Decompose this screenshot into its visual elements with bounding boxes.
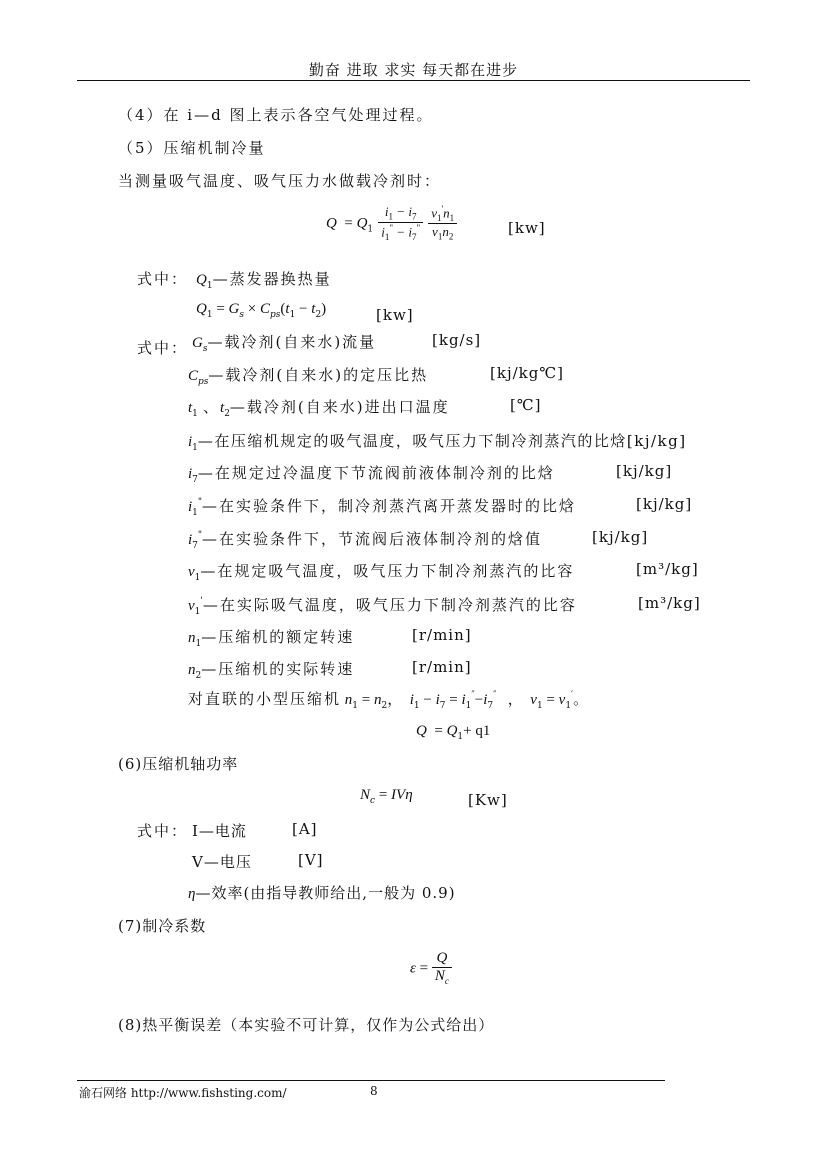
i7-line: $i_7—$在规定过冷温度下节流阀前液体制冷剂的比焓 xyxy=(188,464,555,486)
page-number: 8 xyxy=(370,1084,378,1098)
eta-line: η—效率(由指导教师给出,一般为 0.9) xyxy=(188,884,456,902)
v1-unit: [m³/kg] xyxy=(636,560,699,578)
formula-q-total: $Q = Q_1+ q1$ xyxy=(416,723,491,743)
i1pp-desc: —在实验条件下，制冷剂蒸汽离开蒸发器时的比焓 xyxy=(202,497,577,515)
formula-q1: $Q_1 = G_s \times C_{ps}(t_1 - t_2)$ xyxy=(196,301,327,321)
eta-desc: —效率(由指导教师给出,一般为 0.9) xyxy=(195,884,456,902)
t-desc: —载冷剂(自来水)进出口温度 xyxy=(229,398,450,416)
n2-unit: [r/min] xyxy=(412,658,472,676)
nc-unit: [Kw] xyxy=(468,791,508,809)
unit-kw-2: [kw] xyxy=(376,306,414,324)
formula-nc: $N_c = IV\eta$ xyxy=(360,787,413,807)
i-line: I—电流 xyxy=(192,822,247,840)
i-unit: [A] xyxy=(292,820,318,838)
formula-q: $Q = Q_1$ $\frac{i_1 - i_7}{i_1^" - i_7^"}$ $\frac{v_1'n_1}{v_1n_2}$ xyxy=(326,204,457,242)
n1-line: $n_1—$压缩机的额定转速 xyxy=(188,628,355,650)
where-label-3: 式中： xyxy=(137,822,189,840)
i7-desc: —在规定过冷温度下节流阀前液体制冷剂的比焓 xyxy=(197,464,555,482)
where-label-1: 式中： xyxy=(137,270,189,288)
footer-rule xyxy=(77,1080,665,1081)
n1-desc: —压缩机的额定转速 xyxy=(201,628,355,646)
cps-line: $C_{ps}—$载冷剂(自来水)的定压比热 xyxy=(188,366,429,388)
item-5: （5）压缩机制冷量 xyxy=(118,139,266,157)
intro-line: 当测量吸气温度、吸气压力水做载冷剂时： xyxy=(118,172,442,190)
item-4: （4）在 i—d 图上表示各空气处理过程。 xyxy=(118,106,434,124)
gs-unit: [kg/s] xyxy=(432,331,482,349)
t-unit: [℃] xyxy=(510,396,542,414)
n2-line: $n_2—$压缩机的实际转速 xyxy=(188,660,355,682)
i7pp-line: $i_7^"—$在实验条件下，节流阀后液体制冷剂的焓值 xyxy=(188,530,543,552)
v1p-line: $v_1'—$在实际吸气温度，吸气压力下制冷剂蒸汽的比容 xyxy=(188,596,577,618)
q1-line: $Q_1—$蒸发器换热量 xyxy=(196,270,332,292)
gs-desc: —载冷剂(自来水)流量 xyxy=(207,333,377,351)
header-motto: 勤奋 进取 求实 每天都在进步 xyxy=(308,61,519,79)
v-unit: [V] xyxy=(298,851,324,869)
where-label-2: 式中： xyxy=(137,339,189,357)
i7pp-unit: [kj/kg] xyxy=(592,528,649,546)
item-6: (6)压缩机轴功率 xyxy=(118,755,239,773)
i1-line: $i_1—$在压缩机规定的吸气温度，吸气压力下制冷剂蒸汽的比焓[kj/kg] xyxy=(188,432,687,454)
header-rule xyxy=(77,80,750,81)
i7-unit: [kj/kg] xyxy=(616,462,673,480)
i7pp-desc: —在实验条件下，节流阀后液体制冷剂的焓值 xyxy=(202,530,543,548)
gs-line: $G_s—$载冷剂(自来水)流量 xyxy=(192,333,377,355)
v1-line: $v_1—$在规定吸气温度，吸气压力下制冷剂蒸汽的比容 xyxy=(188,562,575,584)
direct-line: 对直联的小型压缩机 $n_1 = n_2$， $i_1 - i_7 = i_1''-i_7''$ ， $v_1 = v_1'$。 xyxy=(188,690,589,712)
i1pp-unit: [kj/kg] xyxy=(636,495,693,513)
v-line: V—电压 xyxy=(192,853,252,871)
q1-desc: —蒸发器换热量 xyxy=(212,270,332,288)
cps-desc: —载冷剂(自来水)的定压比热 xyxy=(208,366,429,384)
i1-desc: —在压缩机规定的吸气温度，吸气压力下制冷剂蒸汽的比焓[kj/kg] xyxy=(197,432,687,450)
i1pp-line: $i_1^"—$在实验条件下，制冷剂蒸汽离开蒸发器时的比焓 xyxy=(188,497,577,519)
v1p-desc: —在实际吸气温度，吸气压力下制冷剂蒸汽的比容 xyxy=(202,596,577,614)
v1-desc: —在规定吸气温度，吸气压力下制冷剂蒸汽的比容 xyxy=(200,562,575,580)
item-7: (7)制冷系数 xyxy=(118,917,207,935)
formula-epsilon: ε = $\frac{Q}{N_c}$ xyxy=(410,950,452,986)
unit-kw: [kw] xyxy=(508,219,546,237)
cps-unit: [kj/kg℃] xyxy=(490,364,564,382)
v1p-unit: [m³/kg] xyxy=(638,594,701,612)
t-line: $t_1$ 、$t_2—$载冷剂(自来水)进出口温度 xyxy=(188,398,450,420)
n1-unit: [r/min] xyxy=(412,626,472,644)
footer-site: 渝石网络 http://www.fishsting.com/ xyxy=(79,1086,287,1100)
n2-desc: —压缩机的实际转速 xyxy=(201,660,355,678)
item-8: (8)热平衡误差（本实验不可计算，仅作为公式给出） xyxy=(118,1016,495,1034)
